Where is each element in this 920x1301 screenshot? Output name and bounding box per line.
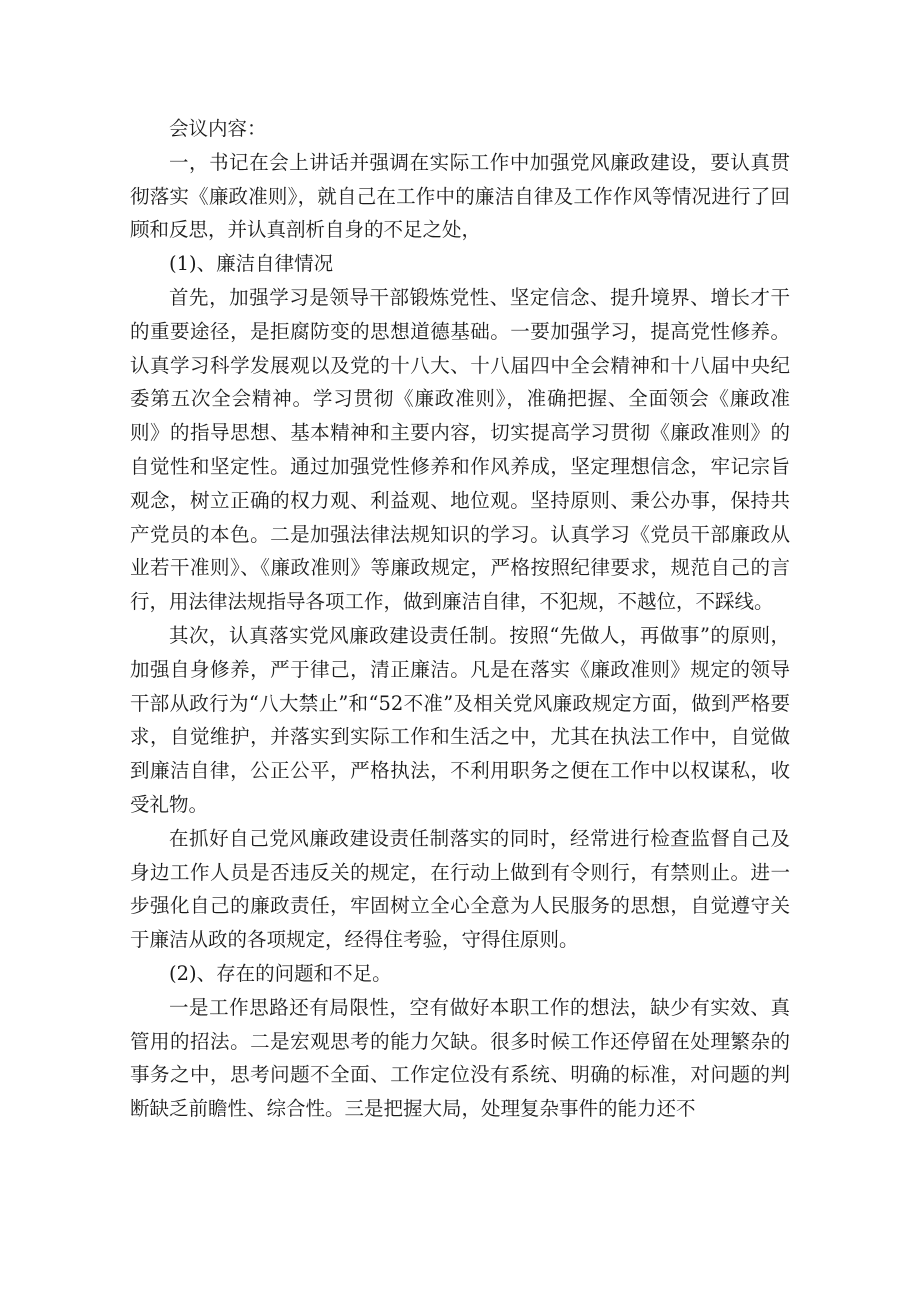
paragraph-responsibility-system: 其次，认真落实党风廉政建设责任制。按照“先做人，再做事”的原则，加强自身修养，严于律己，清正廉洁。凡是在落实《廉政准则》规定的领导干部从政行为“八大禁止”和“52不准”及相关党风廉政规定方面，做到严格要求，自觉维护，并落实到实际工作和生活之中，尤其在执法工作中，自觉做到廉洁自律，公正公平，严格执法，不利用职务之便在工作中以权谋私，收受礼物。 [130,623,790,816]
paragraph-problems: 一是工作思路还有局限性，空有做好本职工作的想法，缺少有实效、真管用的招法。二是宏观思考的能力欠缺。很多时候工作还停留在处理繁杂的事务之中，思考问题不全面、工作定位没有系统、明确的标准，对问题的判断缺乏前瞻性、综合性。三是把握大局，处理复杂事件的能力还不 [130,995,790,1121]
paragraph-supervision: 在抓好自己党风廉政建设责任制落实的同时，经常进行检查监督自己及身边工作人员是否违反关的规定，在行动上做到有令则行，有禁则止。进一步强化自己的廉政责任，牢固树立全心全意为人民服务的思想，自觉遵守关于廉洁从政的各项规定，经得住考验，守得住原则。 [130,826,790,952]
paragraph-section-1-heading: (1)、廉洁自律情况 [169,252,334,276]
paragraph-secretary-speech: 一，书记在会上讲话并强调在实际工作中加强党风廉政建设，要认真贯彻落实《廉政准则》，就自己在工作中的廉洁自律及工作作风等情况进行了回顾和反思，并认真剖析自身的不足之处， [130,150,790,242]
document-body [130,112,790,1126]
paragraph-meeting-content-heading: 会议内容： [169,117,267,140]
paragraph-section-2-heading: (2)、存在的问题和不足。 [169,961,392,985]
paragraph-strengthen-study: 首先，加强学习是领导干部锻炼党性、坚定信念、提升境界、增长才干的重要途径，是拒腐防变的思想道德基础。一要加强学习，提高党性修养。认真学习科学发展观以及党的十八大、十八届四中全会精神和十八届中央纪委第五次全会精神。学习贯彻《廉政准则》，准确把握、全面领会《廉政准则》的指导思想、基本精神和主要内容，切实提高学习贯彻《廉政准则》的自觉性和坚定性。通过加强党性修养和作风养成，坚定理想信念，牢记宗旨观念，树立正确的权力观、利益观、地位观。坚持原则、秉公办事，保持共产党员的本色。二是加强法律法规知识的学习。认真学习《党员干部廉政从业若干准则》、《廉政准则》等廉政规定，严格按照纪律要求，规范自己的言行，用法律法规指导各项工作，做到廉洁自律，不犯规，不越位，不踩线。 [130,285,790,614]
